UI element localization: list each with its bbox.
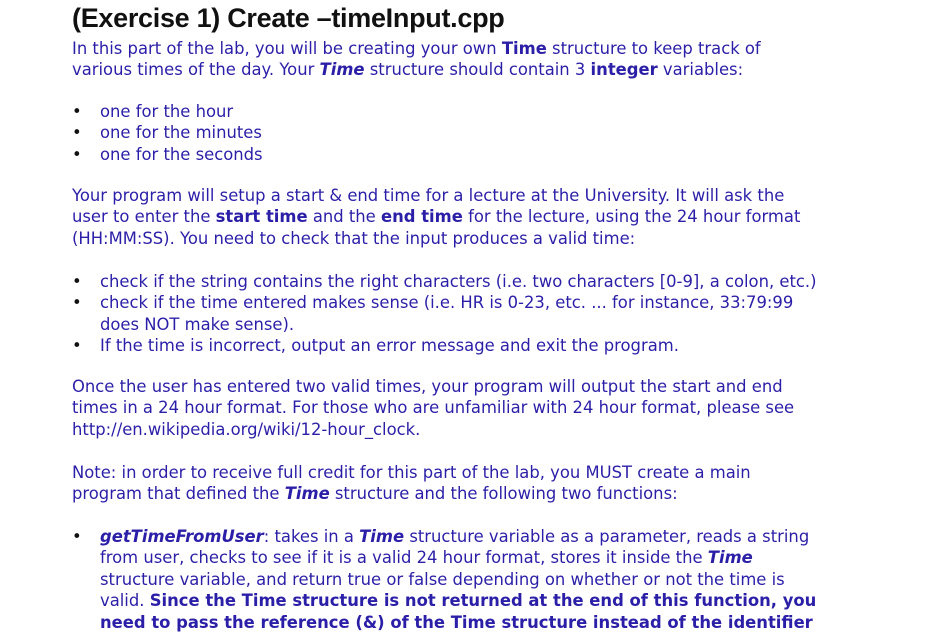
time-keyword: Time [501, 39, 547, 58]
list-item: • one for the hour [72, 102, 234, 121]
bullet-icon: • [72, 123, 82, 143]
time-keyword: Time [284, 484, 330, 504]
list-item: • one for the seconds [72, 144, 263, 164]
checks-list [0, 271, 817, 357]
time-keyword: Time [359, 527, 405, 546]
intro-line-2: various times of the day. Your Time structure should contain 3 integer variables: [72, 60, 744, 80]
bullet-icon: • [72, 336, 82, 356]
bullet-icon: • [72, 272, 82, 291]
bullet-icon: • [72, 144, 82, 164]
bullet-icon: • [72, 102, 82, 121]
wikipedia-url: http://en.wikipedia.org/wiki/12-hour_clock. [72, 419, 421, 439]
functions-list [0, 526, 816, 633]
list-item: • one for the minutes [72, 123, 262, 143]
reference-note: need to pass the reference (&) of the Time structure instead of the identifier [100, 612, 813, 632]
page-title: (Exercise 1) Create –timeInput.cpp [72, 3, 505, 33]
intro-line-1: In this part of the lab, you will be creating your own Time structure to keep track of [72, 39, 761, 58]
note-paragraph: Note: in order to receive full credit for this part of the lab, you MUST create a main program that defined the Time structure and the following two functions: [72, 463, 751, 504]
time-keyword: Time [707, 548, 753, 568]
end-time-keyword: end time [380, 207, 463, 227]
start-time-keyword: start time [215, 207, 308, 227]
reference-note: Since the Time structure is not returned at the end of this function, you [149, 591, 817, 611]
intro-paragraph [72, 38, 761, 81]
bullet-icon: • [72, 527, 82, 546]
list-item: • getTimeFromUser: takes in a Time structure variable as a parameter, reads a string from user, checks to see if it is a valid 24 hour format, stores it inside the Time structure variable, and return true or false depending on whether or not the time is valid. Since the Time structure is not returned at the end of this function, you need to pass the reference (&) of the Time structure instead of the identifier [72, 527, 817, 632]
time-keyword: Time [319, 60, 365, 80]
program-paragraph: Your program will setup a start & end time for a lecture at the University. It will ask the user to enter the start time and the end time for the lecture, using the 24 hour format (HH:MM:SS). You need to check that the input produces a valid time: [72, 186, 801, 248]
integer-keyword: integer [590, 60, 658, 80]
list-item: • check if the string contains the right characters (i.e. two characters [0-9], a colon, etc.) [72, 272, 817, 291]
bullet-icon: • [72, 293, 82, 313]
variables-list [0, 101, 263, 165]
list-item: • If the time is incorrect, output an error message and exit the program. [72, 336, 679, 356]
function-name: getTimeFromUser [100, 527, 264, 546]
output-paragraph: Once the user has entered two valid times, your program will output the start and end times in a 24 hour format. For those who are unfamiliar with 24 hour format, please see http://en.wikipedia.org/wiki/12-hour_clock. [72, 377, 795, 439]
list-item: • check if the time entered makes sense (i.e. HR is 0-23, etc. ... for instance, 33:79:99 does NOT make sense). [72, 293, 794, 334]
